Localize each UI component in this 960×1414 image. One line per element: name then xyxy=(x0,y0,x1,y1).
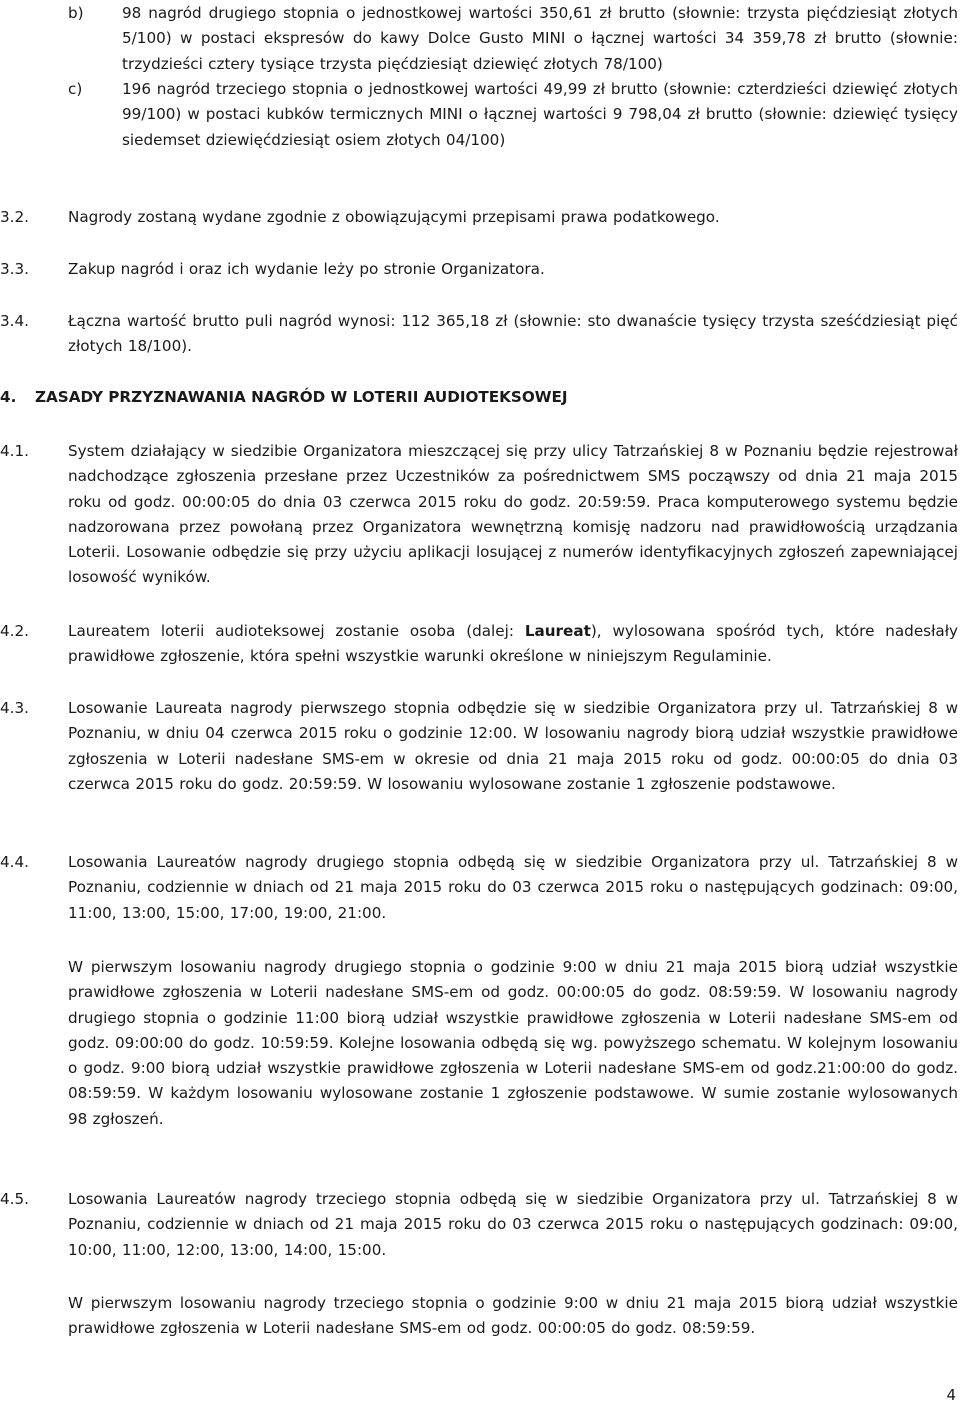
paragraph-text: Zakup nagród i oraz ich wydanie leży po stronie Organizatora. xyxy=(68,260,545,278)
paragraph-4-4-continued xyxy=(68,955,958,1132)
paragraph-text-before: Laureatem loterii audioteksowej zostanie osoba (dalej: xyxy=(68,622,525,640)
paragraph-text: Łączna wartość brutto puli nagród wynosi: 112 365,18 zł (słownie: sto dwanaście tysięcy trzysta sześćdziesiąt pięć złotych 18/100). xyxy=(68,312,958,356)
prize-item-label: c) xyxy=(68,80,83,98)
paragraph-text: W pierwszym losowaniu nagrody drugiego stopnia o godzinie 9:00 w dniu 21 maja 2015 biorą udział wszystkie prawidłowe zgłoszenia w Loterii nadesłane SMS-em od godz. 00:00:05 do godz. 08:59:59. W losowaniu nagrody drugiego stopnia o godzinie 11:00 biorą udział wszystkie prawidłowe zgłoszenia w Loterii nadesłane SMS-em od godz. 09:00:00 do godz. 10:59:59. Kolejne losowania odbędą się wg. powyższego schematu. W kolejnym losowaniu o godz. 9:00 biorą udział wszystkie prawidłowe zgłoszenia w Loterii nadesłane SMS-em od godz.21:00:00 do godz. 08:59:59. W każdym losowaniu wylosowane zostanie 1 zgłoszenie podstawowe. W sumie zostanie wylosowanych 98 zgłoszeń. xyxy=(68,958,958,1128)
paragraph-text-after: ), wylosowana spośród tych, które nadesłały prawidłowe zgłoszenie, która spełni wszystkie warunki określone w niniejszym Regulaminie. xyxy=(68,622,959,666)
paragraph-4-4 xyxy=(0,850,958,926)
paragraph-number: 3.4. xyxy=(0,312,29,330)
prize-item-text: 98 nagród drugiego stopnia o jednostkowej wartości 350,61 zł brutto (słownie: trzysta pięćdziesiąt złotych 5/100) w postaci ekspresów do kawy Dolce Gusto MINI o łącznej wartości 34 359,78 zł brutto (słownie: trzydzieści cztery tysiące trzysta pięćdziesiąt dziewięć złotych 78/100) xyxy=(122,4,958,73)
paragraph-number: 3.3. xyxy=(0,260,29,278)
paragraph-text: Losowanie Laureata nagrody pierwszego stopnia odbędzie się w siedzibie Organizatora przy ul. Tatrzańskiej 8 w Poznaniu, w dniu 04 czerwca 2015 roku o godzinie 12:00. W losowaniu nagrody biorą udział wszystkie prawidłowe zgłoszenia w Loterii nadesłane SMS-em w okresie od dnia 21 maja 2015 roku od godz. 00:00:05 do dnia 03 czerwca 2015 roku do godz. 20:59:59. W losowaniu wylosowane zostanie 1 zgłoszenie podstawowe. xyxy=(68,699,958,793)
paragraph-4-1 xyxy=(0,439,958,591)
paragraph-4-2 xyxy=(0,619,958,670)
paragraph-text: Losowania Laureatów nagrody trzeciego stopnia odbędą się w siedzibie Organizatora przy ul. Tatrzańskiej 8 w Poznaniu, codziennie w dniach od 21 maja 2015 roku do 03 czerwca 2015 roku o następujących godzinach: 09:00, 10:00, 11:00, 12:00, 13:00, 14:00, 15:00. xyxy=(68,1190,958,1259)
paragraph-text: Losowania Laureatów nagrody drugiego stopnia odbędą się w siedzibie Organizatora przy ul. Tatrzańskiej 8 w Poznaniu, codziennie w dniach od 21 maja 2015 roku do 03 czerwca 2015 roku o następujących godzinach: 09:00, 11:00, 13:00, 15:00, 17:00, 19:00, 21:00. xyxy=(68,853,958,922)
paragraph-number: 4.3. xyxy=(0,699,29,717)
paragraph-text: System działający w siedzibie Organizatora mieszczącej się przy ulicy Tatrzańskiej 8 w Poznaniu będzie rejestrował nadchodzące zgłoszenia przesłane przez Uczestników za pośrednictwem SMS począwszy od dnia 21 maja 2015 roku od godz. 00:00:05 do dnia 03 czerwca 2015 roku do godz. 20:59:59. Praca komputerowego systemu będzie nadzorowana przez powołaną przez Organizatora wewnętrzną komisję nadzoru nad prawidłowością urządzania Loterii. Losowanie odbędzie się przy użyciu aplikacji losującej z numerów identyfikacyjnych zgłoszeń zapewniającej losowość wyników. xyxy=(68,442,958,587)
prize-item-text: 196 nagród trzeciego stopnia o jednostkowej wartości 49,99 zł brutto (słownie: czterdzieści dziewięć złotych 99/100) w postaci kubków termicznych MINI o łącznej wartości 9 798,04 zł brutto (słownie: dziewięć tysięcy siedemset dziewięćdziesiąt osiem złotych 04/100) xyxy=(122,80,958,149)
paragraph-4-5 xyxy=(0,1187,958,1263)
paragraph-text xyxy=(68,619,958,670)
section-number: 4. xyxy=(0,388,17,406)
paragraph-number: 4.1. xyxy=(0,442,29,460)
prize-item-label: b) xyxy=(68,4,84,22)
paragraph-number: 3.2. xyxy=(0,208,29,226)
section-title: ZASADY PRZYZNAWANIA NAGRÓD W LOTERII AUDIOTEKSOWEJ xyxy=(35,388,568,406)
paragraph-number: 4.5. xyxy=(0,1190,29,1208)
prize-item-b xyxy=(68,1,958,77)
paragraph-3-4 xyxy=(0,309,958,360)
paragraph-3-3 xyxy=(0,257,958,282)
paragraph-number: 4.4. xyxy=(0,853,29,871)
page-number: 4 xyxy=(946,1386,956,1404)
paragraph-number: 4.2. xyxy=(0,622,29,640)
defined-term-laureat: Laureat xyxy=(524,622,591,640)
paragraph-4-3 xyxy=(0,696,958,797)
paragraph-4-5-continued xyxy=(68,1291,958,1342)
prize-item-c xyxy=(68,77,958,153)
paragraph-text: W pierwszym losowaniu nagrody trzeciego stopnia o godzinie 9:00 w dniu 21 maja 2015 biorą udział wszystkie prawidłowe zgłoszenia w Loterii nadesłane SMS-em od godz. 00:00:05 do godz. 08:59:59. xyxy=(68,1294,958,1338)
paragraph-3-2 xyxy=(0,205,958,230)
paragraph-text: Nagrody zostaną wydane zgodnie z obowiązującymi przepisami prawa podatkowego. xyxy=(68,208,720,226)
